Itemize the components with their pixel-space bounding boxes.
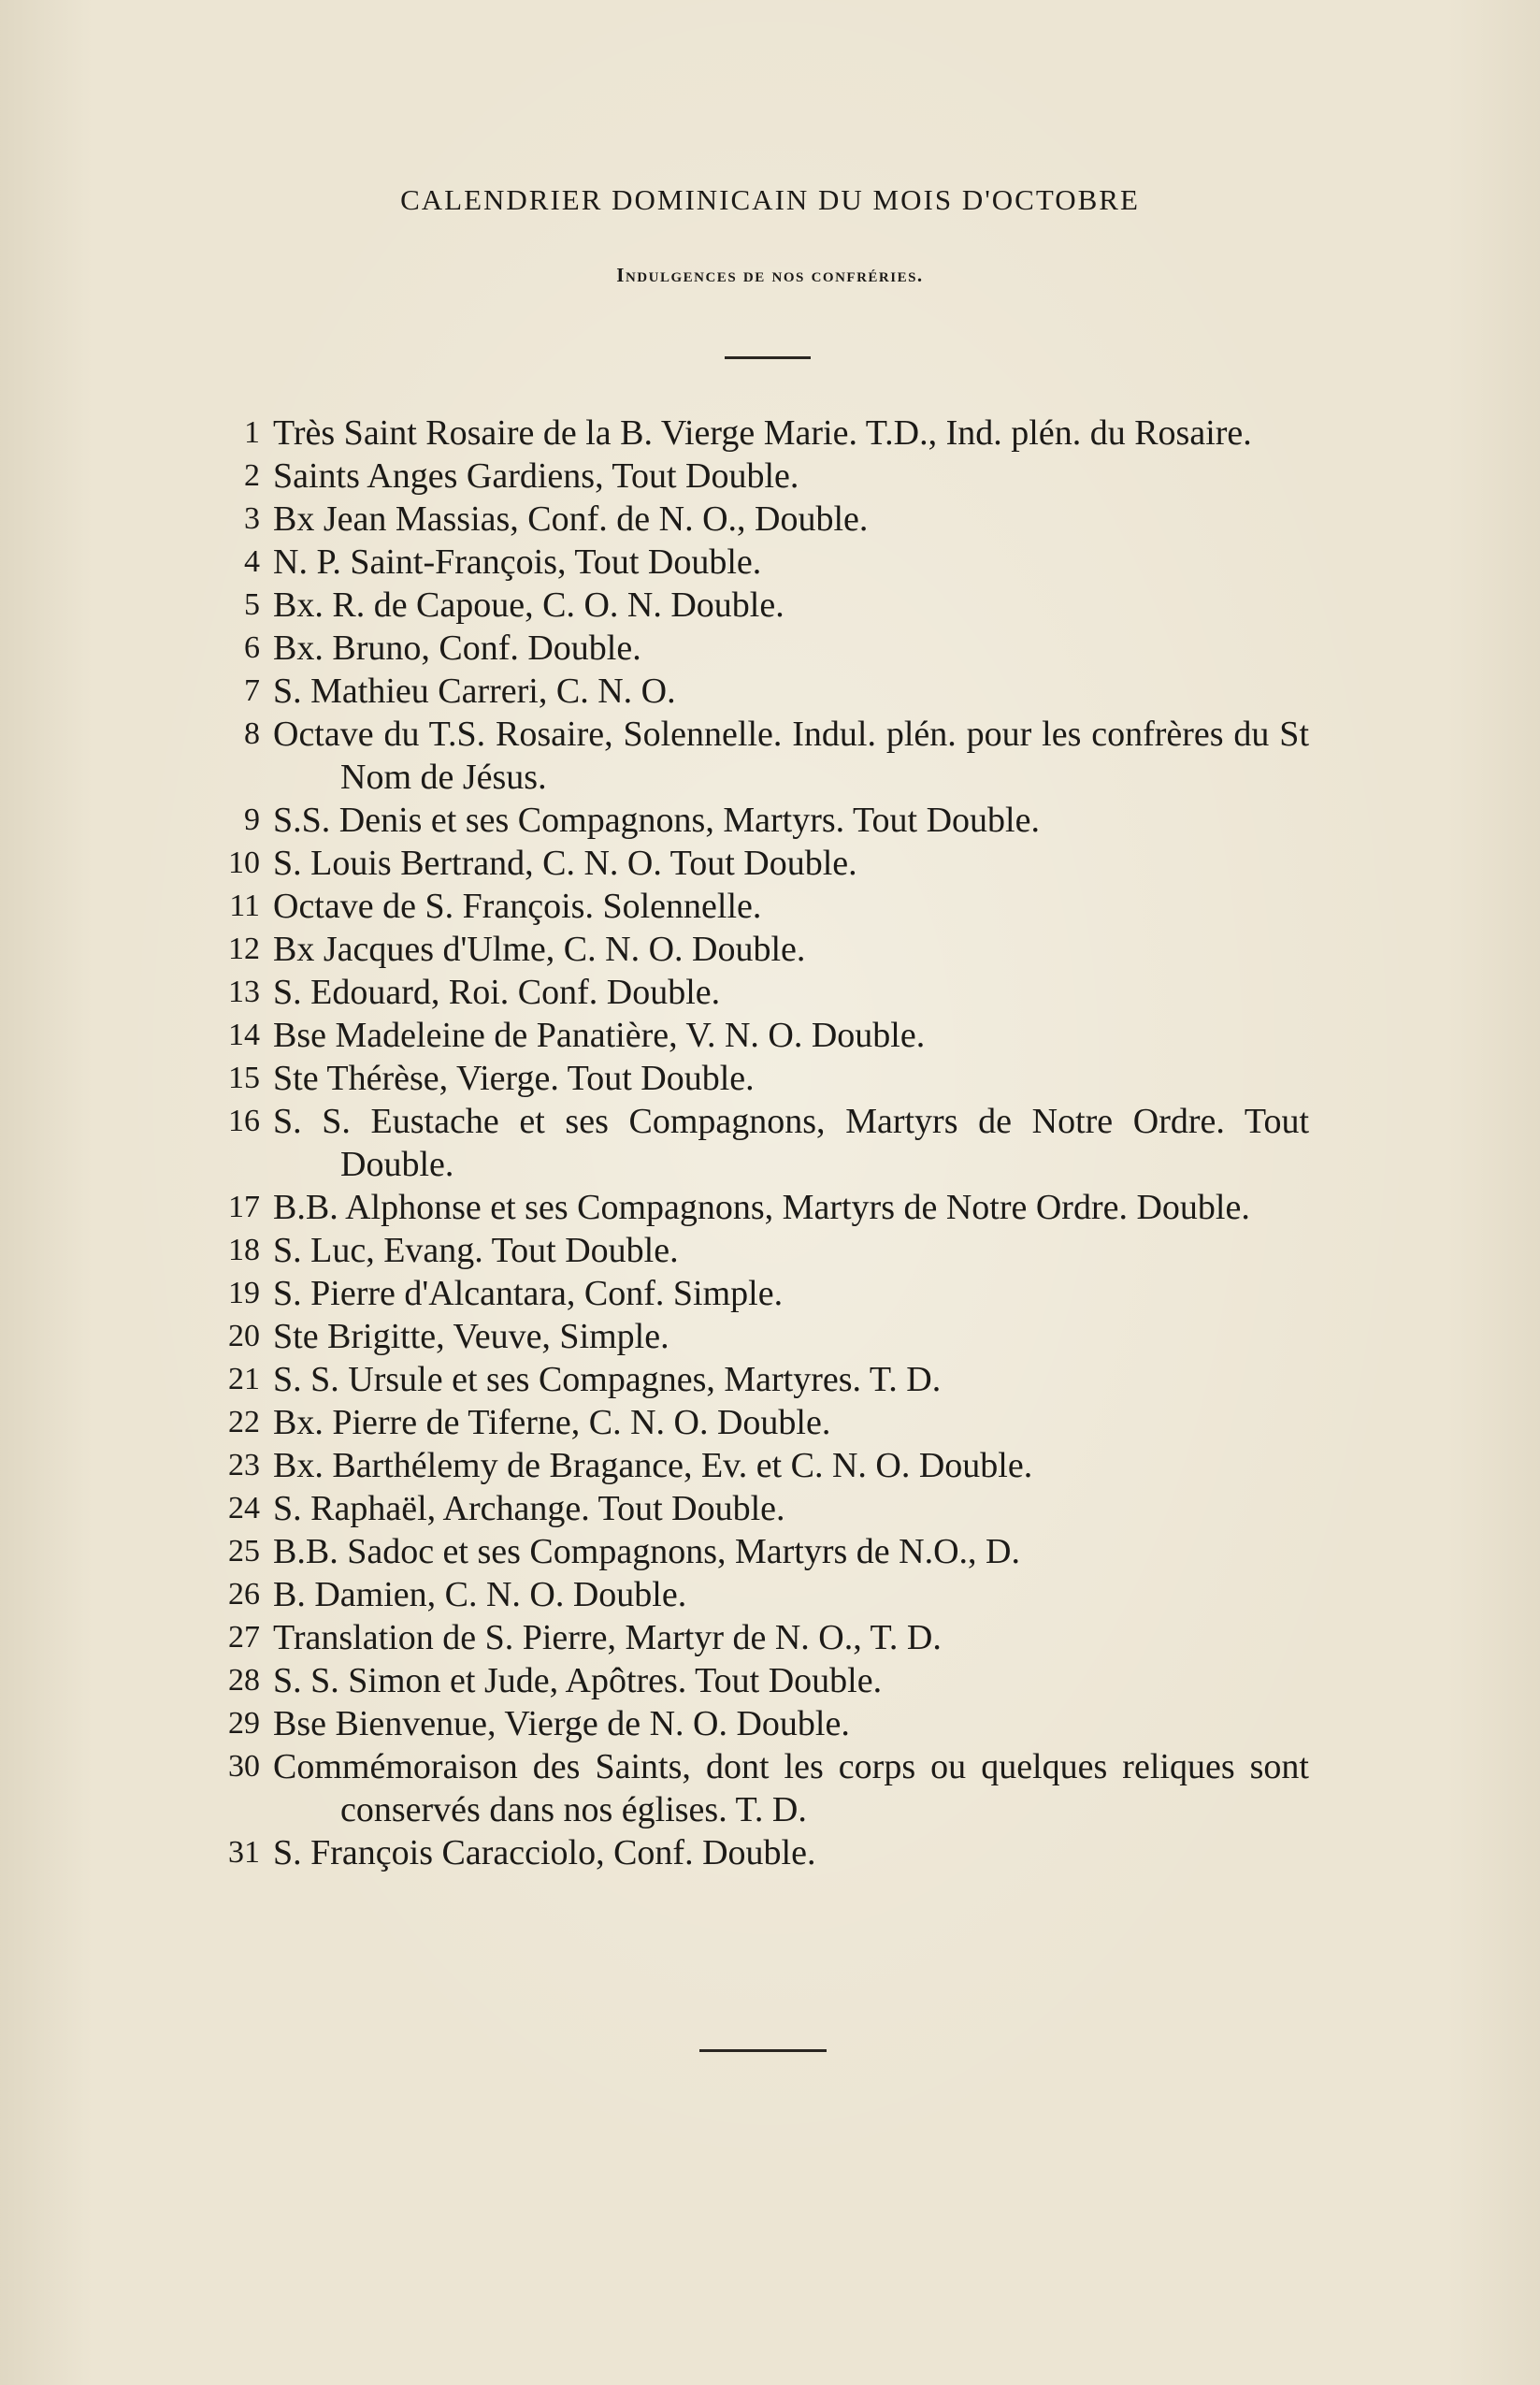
entry-text: Ste Brigitte, Veuve, Simple. [273,1317,669,1356]
entry-text: Bx Jacques d'Ulme, C. N. O. Double. [273,930,806,969]
entry-day-number: 19 [228,1276,260,1310]
entry-text: S. Pierre d'Alcantara, Conf. Simple. [273,1274,784,1313]
calendar-list [187,412,1328,1874]
calendar-entry [187,1702,1328,1745]
entry-day-number: 8 [244,716,260,751]
calendar-entry [187,1745,1328,1831]
entry-day-number: 7 [244,673,260,708]
entry-text: S.S. Denis et ses Compagnons, Martyrs. Tout Double. [273,801,1040,840]
calendar-entry [187,1272,1328,1315]
calendar-entry [187,1229,1328,1272]
calendar-entry [187,885,1328,928]
entry-text: S. Raphaël, Archange. Tout Double. [273,1489,785,1528]
calendar-entry [187,799,1328,842]
entry-text: Octave du T.S. Rosaire, Solennelle. Indul. plén. pour les confrères du St Nom de Jésus. [273,715,1309,797]
entry-text: Saints Anges Gardiens, Tout Double. [273,456,799,496]
entry-day-number: 1 [244,415,260,450]
entry-text: Commémoraison des Saints, dont les corps ou quelques reliques sont conservés dans nos églises. T. D. [273,1747,1309,1829]
entry-text: S. S. Eustache et ses Compagnons, Martyrs de Notre Ordre. Tout Double. [273,1102,1309,1184]
calendar-entry [187,1315,1328,1358]
calendar-entry [187,1100,1328,1186]
calendar-entry [187,1831,1328,1874]
entry-day-number: 26 [228,1577,260,1612]
entry-text: Très Saint Rosaire de la B. Vierge Marie. T.D., Ind. plén. du Rosaire. [273,413,1252,453]
entry-text: S. S. Simon et Jude, Apôtres. Tout Double. [273,1661,883,1700]
entry-text: S. Mathieu Carreri, C. N. O. [273,672,676,711]
entry-day-number: 9 [244,802,260,837]
entry-day-number: 18 [228,1233,260,1267]
entry-day-number: 22 [228,1405,260,1439]
page-subtitle: Indulgences de nos confréries. [616,264,924,286]
entry-day-number: 6 [244,630,260,665]
entry-day-number: 20 [228,1319,260,1353]
entry-day-number: 11 [229,889,260,923]
calendar-entry [187,1358,1328,1401]
bottom-divider [699,2049,827,2052]
entry-day-number: 2 [244,458,260,493]
entry-text: Bx. Pierre de Tiferne, C. N. O. Double. [273,1403,831,1442]
entry-text: Bx. Barthélemy de Bragance, Ev. et C. N. O. Double. [273,1446,1033,1485]
calendar-entry [187,1186,1328,1229]
calendar-entry [187,627,1328,670]
entry-text: S. S. Ursule et ses Compagnes, Martyres. T. D. [273,1360,942,1399]
entry-day-number: 21 [228,1362,260,1396]
entry-day-number: 25 [228,1534,260,1568]
entry-day-number: 13 [228,975,260,1009]
calendar-entry [187,1573,1328,1616]
calendar-entry [187,1014,1328,1057]
entry-text: B. Damien, C. N. O. Double. [273,1575,687,1614]
page-title: CALENDRIER DOMINICAIN DU MOIS D'OCTOBRE [400,183,1140,216]
entry-text: Translation de S. Pierre, Martyr de N. O., T. D. [273,1618,942,1657]
calendar-entry [187,412,1328,455]
entry-day-number: 24 [228,1491,260,1525]
entry-text: B.B. Alphonse et ses Compagnons, Martyrs de Notre Ordre. Double. [273,1188,1250,1227]
calendar-entry [187,670,1328,713]
calendar-entry [187,584,1328,627]
calendar-entry [187,713,1328,799]
entry-text: N. P. Saint-François, Tout Double. [273,542,762,582]
calendar-entry [187,541,1328,584]
entry-day-number: 28 [228,1663,260,1698]
calendar-entry [187,1616,1328,1659]
entry-day-number: 3 [244,501,260,536]
calendar-entry [187,1401,1328,1444]
entry-day-number: 12 [228,932,260,966]
entry-text: Bx Jean Massias, Conf. de N. O., Double. [273,499,869,539]
entry-text: S. Edouard, Roi. Conf. Double. [273,973,721,1012]
calendar-entry [187,971,1328,1014]
entry-text: S. Luc, Evang. Tout Double. [273,1231,679,1270]
entry-day-number: 30 [228,1749,260,1784]
calendar-entry [187,455,1328,498]
entry-text: S. François Caracciolo, Conf. Double. [273,1833,816,1872]
calendar-entry [187,1530,1328,1573]
entry-day-number: 16 [228,1104,260,1138]
calendar-entry [187,928,1328,971]
entry-text: Octave de S. François. Solennelle. [273,887,762,926]
entry-day-number: 4 [244,544,260,579]
entry-day-number: 15 [228,1061,260,1095]
entry-text: S. Louis Bertrand, C. N. O. Tout Double. [273,844,857,883]
top-divider [725,356,811,359]
entry-text: B.B. Sadoc et ses Compagnons, Martyrs de N.O., D. [273,1532,1020,1571]
calendar-entry [187,498,1328,541]
entry-text: Bx. Bruno, Conf. Double. [273,629,641,668]
entry-day-number: 17 [228,1190,260,1224]
calendar-entry [187,1444,1328,1487]
entry-day-number: 10 [228,846,260,880]
calendar-entry [187,1659,1328,1702]
entry-text: Bse Madeleine de Panatière, V. N. O. Double. [273,1016,926,1055]
calendar-entry [187,1487,1328,1530]
entry-day-number: 29 [228,1706,260,1741]
entry-text: Bx. R. de Capoue, C. O. N. Double. [273,585,784,625]
entry-day-number: 23 [228,1448,260,1482]
entry-text: Bse Bienvenue, Vierge de N. O. Double. [273,1704,850,1743]
calendar-entry [187,1057,1328,1100]
entry-text: Ste Thérèse, Vierge. Tout Double. [273,1059,755,1098]
entry-day-number: 27 [228,1620,260,1655]
calendar-entry [187,842,1328,885]
entry-day-number: 5 [244,587,260,622]
entry-day-number: 14 [228,1018,260,1052]
entry-day-number: 31 [228,1835,260,1870]
